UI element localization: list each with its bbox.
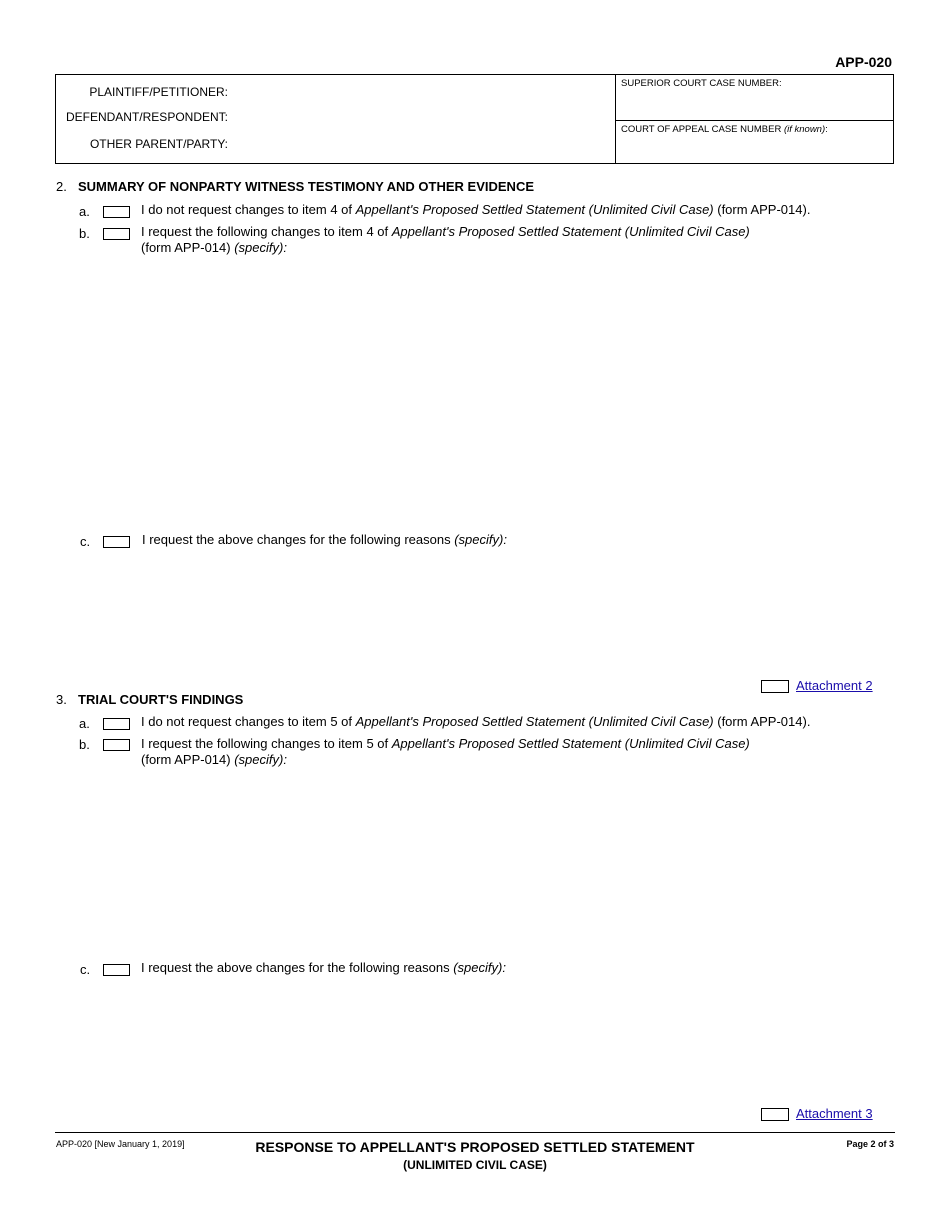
item-3b-line2: (form APP-014) xyxy=(141,752,235,767)
item-3c-text xyxy=(141,960,506,975)
item-3b-pre: I request the following changes to item 5 of xyxy=(141,736,392,751)
item-2b-pre: I request the following changes to item 4 of xyxy=(141,224,392,239)
footer-title: RESPONSE TO APPELLANT'S PROPOSED SETTLED STATEMENT xyxy=(255,1139,695,1155)
item-2a-form-title: Appellant's Proposed Settled Statement (Unlimited Civil Case) xyxy=(355,202,714,217)
item-3c-checkbox[interactable] xyxy=(103,964,130,976)
appeal-case-number-field[interactable] xyxy=(615,121,893,163)
item-3a-checkbox[interactable] xyxy=(103,718,130,730)
item-2a-post: (form APP-014). xyxy=(713,202,811,217)
footer-divider xyxy=(55,1132,895,1133)
item-3a-post: (form APP-014). xyxy=(713,714,811,729)
item-2b-letter: b. xyxy=(79,226,90,241)
form-id: APP-020 xyxy=(835,54,892,70)
item-2c-checkbox[interactable] xyxy=(103,536,130,548)
plaintiff-label: PLAINTIFF/PETITIONER: xyxy=(89,85,228,99)
attachment-2-checkbox[interactable] xyxy=(761,680,789,693)
item-3c-letter: c. xyxy=(80,962,91,977)
item-3b-checkbox[interactable] xyxy=(103,739,130,751)
superior-court-case-number-label: SUPERIOR COURT CASE NUMBER: xyxy=(621,78,782,89)
item-2a-letter: a. xyxy=(79,204,90,219)
item-2c-text xyxy=(142,532,507,547)
item-2c-specify: (specify): xyxy=(454,532,507,547)
item-3c-specify: (specify): xyxy=(453,960,506,975)
item-2b-specify: (specify): xyxy=(234,240,287,255)
party-names-area xyxy=(56,75,616,163)
item-2c-response-area[interactable] xyxy=(141,552,881,670)
section-2-number: 2. xyxy=(56,179,67,194)
item-3a-letter: a. xyxy=(79,716,90,731)
item-3a-pre: I do not request changes to item 5 of xyxy=(141,714,356,729)
appeal-case-number-note: (if known) xyxy=(783,124,826,135)
section-3-number: 3. xyxy=(56,692,67,707)
case-numbers-area xyxy=(615,75,893,163)
caption-box xyxy=(55,74,894,164)
attachment-3-checkbox[interactable] xyxy=(761,1108,789,1121)
item-3a-form-title: Appellant's Proposed Settled Statement (Unlimited Civil Case) xyxy=(355,714,714,729)
footer-revision: APP-020 [New January 1, 2019] xyxy=(56,1139,185,1149)
item-3b-text xyxy=(141,736,750,751)
appeal-case-number-colon: : xyxy=(825,124,828,135)
item-3b-letter: b. xyxy=(79,737,90,752)
footer-subtitle: (UNLIMITED CIVIL CASE) xyxy=(403,1158,547,1172)
item-2b-text-line2 xyxy=(141,240,287,255)
item-2a-text xyxy=(141,202,810,217)
item-3c-label: I request the above changes for the following reasons xyxy=(141,960,454,975)
item-3a-text xyxy=(141,714,810,729)
superior-court-case-number-field[interactable] xyxy=(615,75,893,121)
section-3-title: TRIAL COURT'S FINDINGS xyxy=(78,692,244,707)
item-3c-response-area[interactable] xyxy=(141,980,881,1098)
item-3b-text-line2 xyxy=(141,752,287,767)
item-2b-response-area[interactable] xyxy=(141,260,881,520)
item-2b-checkbox[interactable] xyxy=(103,228,130,240)
item-2b-text xyxy=(141,224,750,239)
item-3b-specify: (specify): xyxy=(234,752,287,767)
appeal-case-number-label: COURT OF APPEAL CASE NUMBER xyxy=(621,124,782,135)
attachment-3-link[interactable]: Attachment 3 xyxy=(796,1106,873,1121)
item-2a-checkbox[interactable] xyxy=(103,206,130,218)
item-3b-response-area[interactable] xyxy=(141,772,881,952)
item-3b-form-title: Appellant's Proposed Settled Statement (Unlimited Civil Case) xyxy=(391,736,750,751)
other-party-label: OTHER PARENT/PARTY: xyxy=(89,137,228,151)
item-2c-letter: c. xyxy=(80,534,91,549)
section-2-title: SUMMARY OF NONPARTY WITNESS TESTIMONY AND OTHER EVIDENCE xyxy=(78,179,534,194)
item-2c-label: I request the above changes for the following reasons xyxy=(142,532,455,547)
defendant-label: DEFENDANT/RESPONDENT: xyxy=(65,110,228,124)
attachment-2-link[interactable]: Attachment 2 xyxy=(796,678,873,693)
item-2b-line2: (form APP-014) xyxy=(141,240,235,255)
item-2a-pre: I do not request changes to item 4 of xyxy=(141,202,356,217)
footer-page-number: Page 2 of 3 xyxy=(846,1139,894,1149)
item-2b-form-title: Appellant's Proposed Settled Statement (Unlimited Civil Case) xyxy=(391,224,750,239)
